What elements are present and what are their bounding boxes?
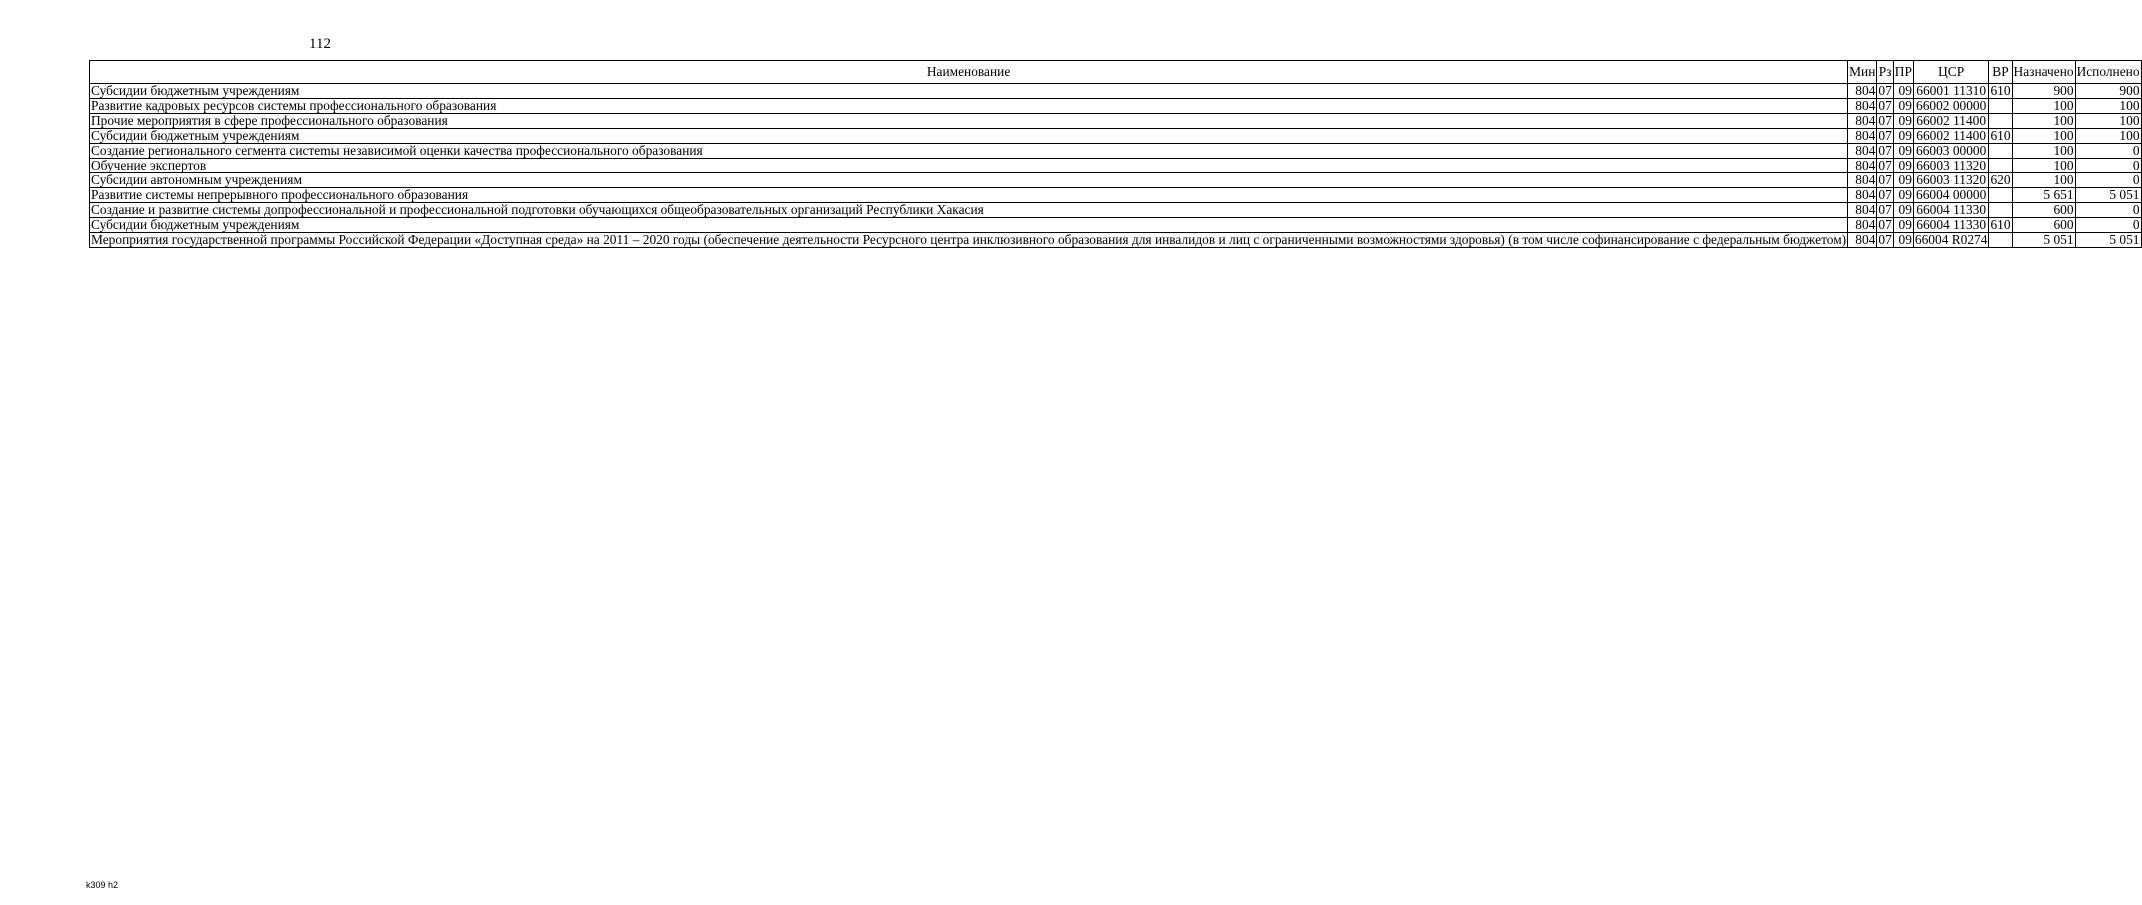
header-executed: Исполнено bbox=[2075, 61, 2141, 84]
row-min: 804 bbox=[1848, 98, 1877, 113]
row-name: Субсидии бюджетным учреждениям bbox=[90, 128, 1848, 143]
row-min: 804 bbox=[1848, 218, 1877, 233]
row-name: Обучение экспертов bbox=[90, 158, 1848, 173]
row-name: Субсидии автономным учреждениям bbox=[90, 173, 1848, 188]
row-vr bbox=[1989, 158, 2012, 173]
table-row bbox=[90, 188, 2142, 203]
row-executed: 0 bbox=[2075, 203, 2141, 218]
row-planned: 5 651 bbox=[2012, 188, 2075, 203]
row-rz: 07 bbox=[1878, 217, 1892, 233]
table-row bbox=[90, 203, 2142, 218]
row-min: 804 bbox=[1848, 113, 1877, 128]
row-pr: 09 bbox=[1893, 128, 1913, 143]
row-pr: 09 bbox=[1893, 143, 1913, 158]
row-rz: 07 bbox=[1878, 187, 1892, 203]
row-rz: 07 bbox=[1878, 127, 1892, 143]
row-vr: 610 bbox=[1990, 217, 2011, 233]
row-executed: 100 bbox=[2075, 113, 2141, 128]
row-csr: 66003 11320 bbox=[1913, 173, 1989, 188]
row-name: Мероприятия государственной программы Российской Федерации «Доступная среда» на 2011 – 2020 годы (обеспечение деятельности Ресурсного центра инклюзивного образования для инвалидов и лиц с ограниченными возможностями здоровья) (в том числе софинансирование с федеральным бюджетом) bbox=[91, 232, 1847, 248]
row-executed: 0 bbox=[2075, 143, 2141, 158]
row-vr bbox=[1989, 113, 2012, 128]
row-min: 804 bbox=[1848, 128, 1877, 143]
row-name: Развитие кадровых ресурсов системы профессионального образования bbox=[90, 98, 1848, 113]
row-planned: 100 bbox=[2012, 98, 2075, 113]
row-csr: 66004 00000 bbox=[1913, 188, 1989, 203]
row-csr: 66003 00000 bbox=[1913, 143, 1989, 158]
table-row bbox=[90, 128, 2142, 143]
header-name: Наименование bbox=[90, 61, 1848, 84]
footer-code: k309 h2 bbox=[86, 880, 119, 890]
row-name: Прочие мероприятия в сфере профессионального образования bbox=[90, 113, 1848, 128]
table-row bbox=[90, 173, 2142, 188]
row-min: 804 bbox=[1848, 84, 1877, 99]
row-vr bbox=[1989, 203, 2012, 218]
row-planned: 100 bbox=[2012, 173, 2075, 188]
row-planned: 100 bbox=[2012, 128, 2075, 143]
row-vr: 610 bbox=[1990, 127, 2011, 143]
table-row bbox=[90, 84, 2142, 99]
row-name: Субсидии бюджетным учреждениям bbox=[90, 218, 1848, 233]
row-pr: 09 bbox=[1893, 218, 1913, 233]
row-csr: 66001 11310 bbox=[1913, 84, 1989, 99]
row-rz: 07 bbox=[1878, 83, 1892, 98]
row-planned: 600 bbox=[2012, 203, 2075, 218]
row-min: 804 bbox=[1848, 188, 1877, 203]
table-row bbox=[90, 143, 2142, 158]
row-executed: 0 bbox=[2075, 158, 2141, 173]
row-executed: 0 bbox=[2075, 173, 2141, 188]
budget-table bbox=[89, 60, 2142, 248]
table-row bbox=[90, 218, 2142, 233]
header-vr: ВР bbox=[1989, 61, 2012, 84]
header-rz: Рз bbox=[1877, 61, 1893, 84]
header-row bbox=[90, 61, 2142, 84]
row-planned: 900 bbox=[2012, 84, 2075, 99]
row-vr: 610 bbox=[1990, 83, 2011, 98]
row-pr: 09 bbox=[1893, 98, 1913, 113]
row-name: Субсидии бюджетным учреждениям bbox=[90, 84, 1848, 99]
row-planned: 100 bbox=[2012, 113, 2075, 128]
row-pr: 09 bbox=[1893, 173, 1913, 188]
row-csr: 66002 00000 bbox=[1913, 98, 1989, 113]
row-planned: 600 bbox=[2012, 218, 2075, 233]
row-executed: 100 bbox=[2075, 98, 2141, 113]
row-executed: 0 bbox=[2075, 218, 2141, 233]
row-pr: 09 bbox=[1893, 84, 1913, 99]
row-csr: 66002 11400 bbox=[1913, 113, 1989, 128]
row-vr: 620 bbox=[1990, 172, 2011, 188]
row-pr: 09 bbox=[1893, 203, 1913, 218]
header-planned: Назначено bbox=[2012, 61, 2075, 84]
row-csr: 66003 11320 bbox=[1913, 158, 1989, 173]
row-vr bbox=[1989, 188, 2012, 203]
row-rz: 07 bbox=[1878, 112, 1892, 128]
header-pr: ПР bbox=[1893, 61, 1913, 84]
row-pr: 09 bbox=[1893, 158, 1913, 173]
page-number: 112 bbox=[309, 36, 331, 52]
row-rz: 07 bbox=[1878, 202, 1892, 218]
row-rz: 07 bbox=[1878, 157, 1892, 173]
row-executed: 5 051 bbox=[2075, 188, 2141, 203]
row-pr: 09 bbox=[1893, 233, 1913, 248]
row-planned: 100 bbox=[2012, 158, 2075, 173]
row-csr: 66004 11330 bbox=[1913, 203, 1989, 218]
row-min: 804 bbox=[1848, 158, 1877, 173]
row-min: 804 bbox=[1848, 173, 1877, 188]
header-csr: ЦСР bbox=[1913, 61, 1989, 84]
row-name: Развитие системы непрерывного профессионального образования bbox=[90, 188, 1848, 203]
row-rz: 07 bbox=[1878, 142, 1892, 158]
row-name: Создание и развитие системы допрофессиональной и профессиональной подготовки обучающихся общеобразовательных организаций Республики Хакасия bbox=[90, 203, 1848, 218]
row-planned: 100 bbox=[2012, 143, 2075, 158]
row-name: Создание регионального сегмента систеmы независимой оценки качества профессионального образования bbox=[90, 143, 1848, 158]
table-row bbox=[90, 113, 2142, 128]
row-min: 804 bbox=[1848, 143, 1877, 158]
table-row bbox=[90, 98, 2142, 113]
row-min: 804 bbox=[1848, 203, 1877, 218]
row-executed: 100 bbox=[2075, 128, 2141, 143]
row-executed: 5 051 bbox=[2075, 233, 2141, 248]
row-csr: 66004 11330 bbox=[1913, 218, 1989, 233]
row-vr bbox=[1989, 233, 2012, 248]
row-rz: 07 bbox=[1878, 232, 1892, 248]
table-row bbox=[90, 158, 2142, 173]
row-rz: 07 bbox=[1878, 172, 1892, 188]
row-vr bbox=[1989, 143, 2012, 158]
header-min: Мин bbox=[1848, 61, 1877, 84]
row-rz: 07 bbox=[1878, 97, 1892, 113]
row-vr bbox=[1989, 98, 2012, 113]
row-pr: 09 bbox=[1893, 188, 1913, 203]
row-planned: 5 051 bbox=[2012, 233, 2075, 248]
row-executed: 900 bbox=[2075, 84, 2141, 99]
row-min: 804 bbox=[1848, 233, 1877, 248]
row-csr: 66004 R0274 bbox=[1914, 232, 1988, 248]
table-body bbox=[90, 84, 2142, 248]
table-row bbox=[90, 233, 2142, 248]
row-csr: 66002 11400 bbox=[1913, 128, 1989, 143]
row-pr: 09 bbox=[1893, 113, 1913, 128]
